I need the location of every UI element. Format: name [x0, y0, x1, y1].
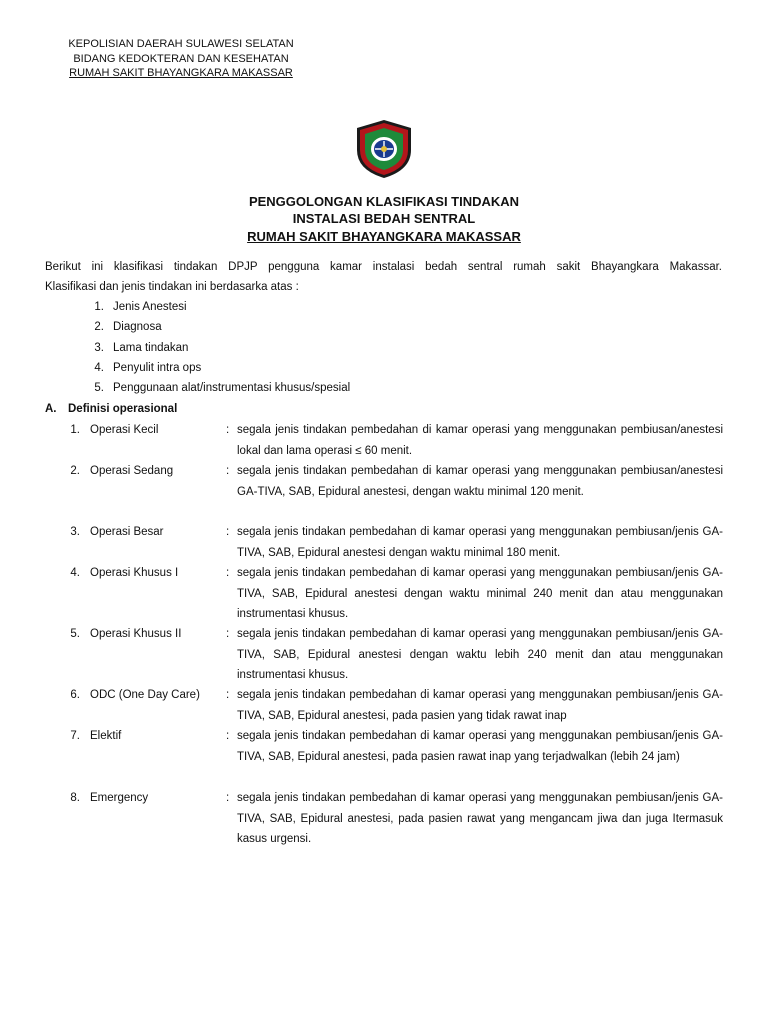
definition-description: segala jenis tindakan pembedahan di kamar operasi yang menggunakan pembiusan/jenis GA-TIVA, SAB, Epidural anestesi, pada pasien yang tidak rawat inap: [237, 689, 723, 722]
criteria-number: 5.: [94, 382, 104, 394]
definition-description: segala jenis tindakan pembedahan di kamar operasi yang menggunakan pembiusan/jenis GA-TIVA, SAB, Epidural anestesi dengan waktu lebih 240 menit dan atau menggunakan instrumentasi khusus.: [237, 628, 723, 681]
criteria-number: 1.: [94, 301, 104, 313]
definition-description: segala jenis tindakan pembedahan di kamar operasi yang menggunakan pembiusan/jenis GA-TIVA, SAB, Epidural anestesi, pada pasien rawat inap yang terjadwalkan (lebih 24 jam): [237, 730, 723, 763]
section-title: Definisi operasional: [68, 403, 178, 415]
definition-colon: :: [226, 465, 230, 477]
definition-term: Operasi Kecil: [90, 424, 159, 436]
document-title-line1: PENGGOLONGAN KLASIFIKASI TINDAKAN: [248, 194, 520, 209]
criteria-number: 3.: [94, 342, 104, 354]
criteria-text: Lama tindakan: [113, 342, 189, 354]
definition-number: 2.: [70, 465, 80, 477]
criteria-text: Diagnosa: [113, 321, 162, 333]
definition-number: 8.: [70, 792, 80, 804]
definition-description: segala jenis tindakan pembedahan di kamar operasi yang menggunakan pembiusan/anestesi lokal dan lama operasi ≤ 60 menit.: [237, 424, 723, 457]
police-emblem-icon: [353, 118, 415, 180]
criteria-text: Penggunaan alat/instrumentasi khusus/spesial: [113, 382, 351, 394]
criteria-text: Jenis Anestesi: [113, 301, 187, 313]
section-letter: A.: [45, 403, 57, 415]
criteria-text: Penyulit intra ops: [113, 362, 202, 374]
header-line-division: BIDANG KEDOKTERAN DAN KESEHATAN: [73, 52, 289, 65]
definition-number: 3.: [70, 526, 80, 538]
criteria-number: 4.: [94, 362, 104, 374]
header-line-hospital: RUMAH SAKIT BHAYANGKARA MAKASSAR: [69, 67, 293, 79]
definition-colon: :: [226, 628, 230, 640]
definition-term: Operasi Besar: [90, 526, 164, 538]
definition-colon: :: [226, 689, 230, 701]
definition-term: Operasi Khusus I: [90, 567, 179, 579]
criteria-number: 2.: [94, 321, 104, 333]
intro-paragraph-line1: Berikut ini klasifikasi tindakan DPJP pengguna kamar instalasi bedah sentral rumah sakit Bhayangkara Makassar.: [45, 261, 722, 273]
definition-description: segala jenis tindakan pembedahan di kamar operasi yang menggunakan pembiusan/jenis GA-TIVA, SAB, Epidural anestesi dengan waktu minimal 180 menit.: [237, 526, 723, 559]
definition-description: segala jenis tindakan pembedahan di kamar operasi yang menggunakan pembiusan/anestesi GA-TIVA, SAB, Epidural anestesi, dengan waktu minimal 120 menit.: [237, 465, 723, 498]
header-line-police: KEPOLISIAN DAERAH SULAWESI SELATAN: [68, 38, 294, 50]
institution-header: [40, 37, 322, 81]
intro-paragraph-line2: Klasifikasi dan jenis tindakan ini berdasarka atas :: [45, 281, 299, 293]
definition-number: 1.: [70, 424, 80, 436]
definition-number: 6.: [70, 689, 80, 701]
document-title-line3: RUMAH SAKIT BHAYANGKARA MAKASSAR: [247, 229, 521, 244]
document-title-line2: INSTALASI BEDAH SENTRAL: [292, 211, 476, 226]
definition-description: segala jenis tindakan pembedahan di kamar operasi yang menggunakan pembiusan/jenis GA-TIVA, SAB, Epidural anestesi, pada pasien rawat yang mengancam jiwa dan juga Itermasuk kasus urgensi.: [237, 792, 723, 845]
definition-colon: :: [226, 792, 230, 804]
definition-colon: :: [226, 567, 230, 579]
definition-term: Operasi Sedang: [90, 465, 174, 477]
definition-term: Emergency: [90, 792, 149, 804]
definition-colon: :: [226, 526, 230, 538]
definition-number: 4.: [70, 567, 80, 579]
definition-term: Elektif: [90, 730, 122, 742]
definition-number: 7.: [70, 730, 80, 742]
definition-number: 5.: [70, 628, 80, 640]
definition-term: ODC (One Day Care): [90, 689, 200, 701]
definition-colon: :: [226, 424, 230, 436]
definition-term: Operasi Khusus II: [90, 628, 182, 640]
definition-colon: :: [226, 730, 230, 742]
definition-description: segala jenis tindakan pembedahan di kamar operasi yang menggunakan pembiusan/jenis GA-TIVA, SAB, Epidural anestesi dengan waktu minimal 240 menit dan atau menggunakan instrumentasi khusus.: [237, 567, 723, 620]
